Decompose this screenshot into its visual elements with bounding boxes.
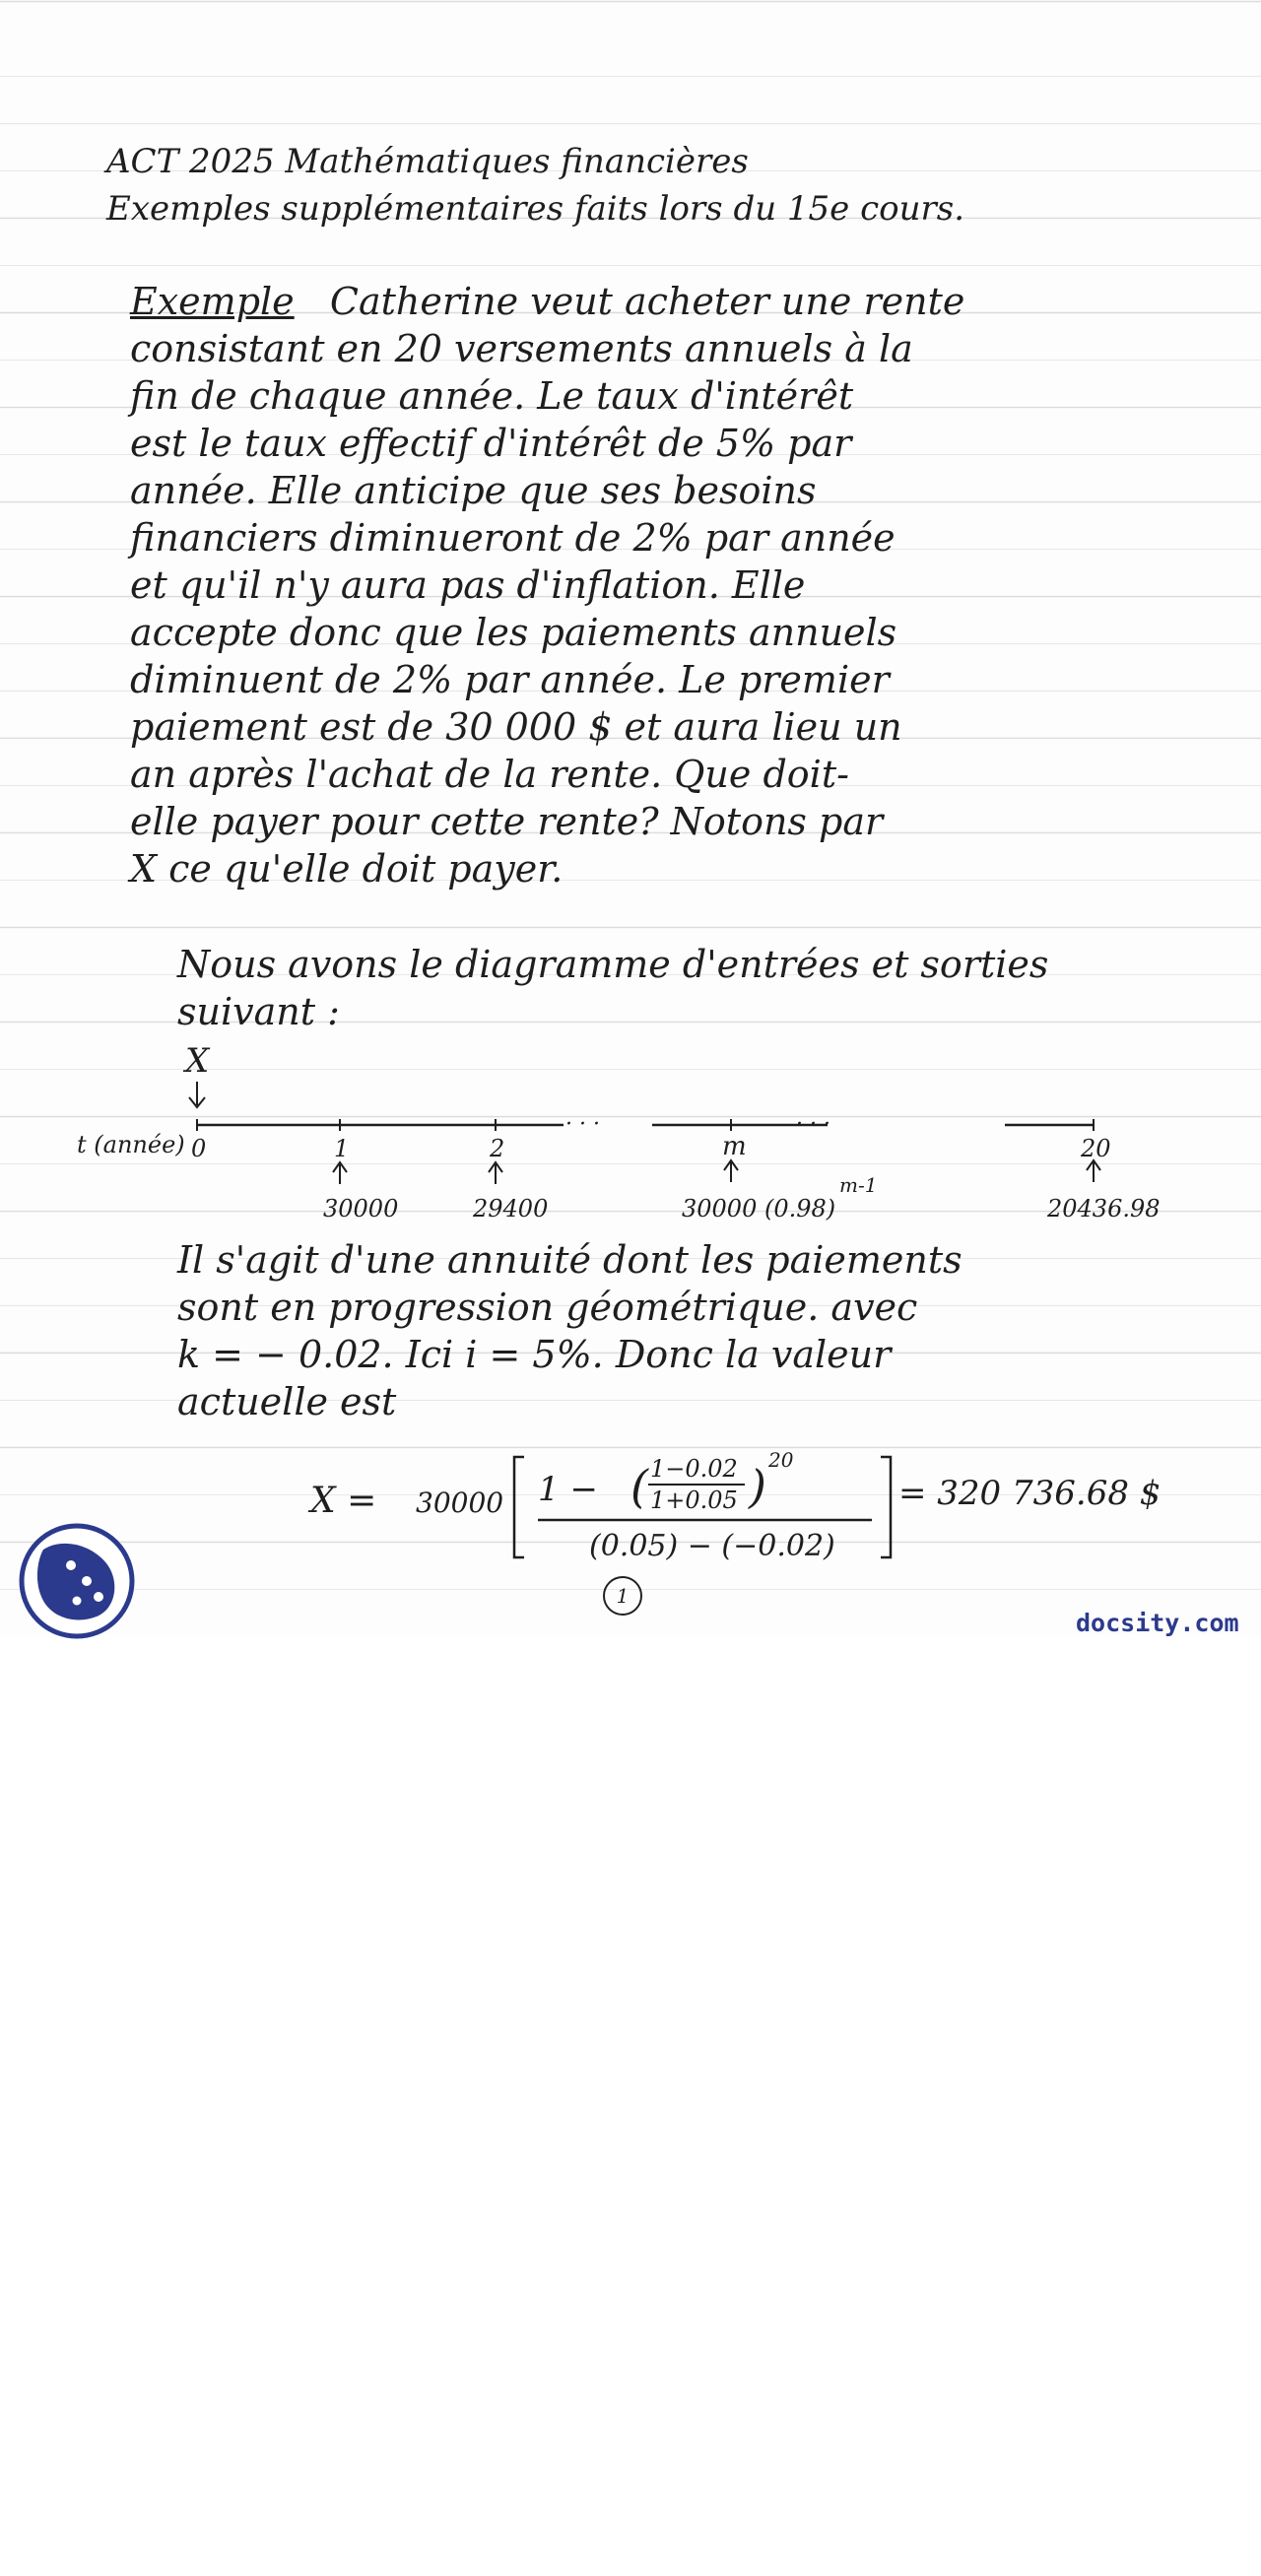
- example-line: financiers diminueront de 2% par année: [130, 516, 896, 560]
- intro-line: suivant :: [177, 990, 340, 1033]
- inner-denominator: 1+0.05: [650, 1486, 738, 1514]
- formula-lhs: X =: [310, 1481, 377, 1521]
- tick-label-2: 2: [490, 1135, 505, 1162]
- page-header: [106, 138, 964, 232]
- payment-m-exponent: m-1: [839, 1173, 878, 1197]
- payment-20: 20436.98: [1047, 1195, 1161, 1222]
- page-number: 1: [603, 1576, 642, 1616]
- timeline-top-label: X: [185, 1044, 210, 1081]
- annuity-explanation: [177, 1236, 962, 1425]
- example-line: an après l'achat de la rente. Que doit-: [130, 753, 849, 796]
- example-label: Exemple: [130, 280, 295, 323]
- present-value-formula: [296, 1443, 1202, 1571]
- example-line: année. Elle anticipe que ses besoins: [130, 469, 817, 512]
- timeline-ellipsis: · · ·: [796, 1112, 830, 1137]
- example-line: elle payer pour cette rente? Notons par: [130, 800, 884, 843]
- example-line: consistant en 20 versements annuels à la: [130, 327, 913, 370]
- payment-1: 30000: [323, 1195, 399, 1222]
- example-block: [130, 278, 1174, 892]
- timeline-axis-label: t (année): [77, 1131, 185, 1158]
- example-line-text: Catherine veut acheter une rente: [329, 280, 965, 323]
- example-line: fin de chaque année. Le taux d'intérêt: [130, 374, 854, 418]
- example-line: [130, 278, 1174, 325]
- explanation-line: sont en progression géométrique. avec: [177, 1286, 918, 1329]
- explanation-line: actuelle est: [177, 1380, 397, 1423]
- paren-close: ): [749, 1460, 766, 1513]
- header-subtitle: Exemples supplémentaires faits lors du 15e cours.: [106, 189, 965, 229]
- tick-label-20: 20: [1081, 1135, 1111, 1162]
- explanation-line: Il s'agit d'une annuité dont les paiements: [177, 1238, 962, 1282]
- formula-one-minus: 1 −: [538, 1470, 598, 1509]
- formula-denominator: (0.05) − (−0.02): [589, 1529, 835, 1563]
- intro-line: Nous avons le diagramme d'entrées et sorties: [177, 943, 1049, 986]
- diagram-intro: [177, 941, 1048, 1035]
- cash-flow-timeline: [0, 1044, 1261, 1222]
- docsity-brand[interactable]: docsity.com: [1076, 1609, 1239, 1637]
- payment-m: 30000 (0.98): [682, 1195, 836, 1222]
- example-line: accepte donc que les paiements annuels: [130, 611, 897, 654]
- example-line: et qu'il n'y aura pas d'inflation. Elle: [130, 563, 806, 607]
- formula-power: 20: [768, 1448, 794, 1472]
- paren-open: (: [630, 1460, 648, 1513]
- tick-label-1: 1: [334, 1135, 350, 1162]
- tick-label-m: m: [722, 1132, 747, 1161]
- arrow-up-icon: [724, 1160, 738, 1182]
- header-course-title: ACT 2025 Mathématiques financières: [106, 142, 749, 181]
- arrow-up-icon: [489, 1162, 502, 1184]
- example-line: X ce qu'elle doit payer.: [130, 847, 564, 891]
- arrow-up-icon: [333, 1162, 347, 1184]
- timeline-ellipsis: · · ·: [565, 1112, 600, 1137]
- docsity-logo-icon: [18, 1522, 136, 1640]
- example-line: diminuent de 2% par année. Le premier: [130, 658, 890, 701]
- tick-label-0: 0: [191, 1135, 207, 1162]
- left-bracket: [514, 1457, 524, 1557]
- example-line: est le taux effectif d'intérêt de 5% par: [130, 422, 852, 465]
- explanation-line: k = − 0.02. Ici i = 5%. Donc la valeur: [177, 1333, 892, 1376]
- right-bracket: [881, 1457, 891, 1557]
- inner-numerator: 1−0.02: [650, 1455, 738, 1483]
- example-line: paiement est de 30 000 $ et aura lieu un: [130, 705, 902, 749]
- formula-result: = 320 736.68 $: [898, 1474, 1161, 1513]
- arrow-up-icon: [1087, 1160, 1100, 1182]
- payment-2: 29400: [473, 1195, 549, 1222]
- formula-coefficient: 30000: [416, 1486, 504, 1519]
